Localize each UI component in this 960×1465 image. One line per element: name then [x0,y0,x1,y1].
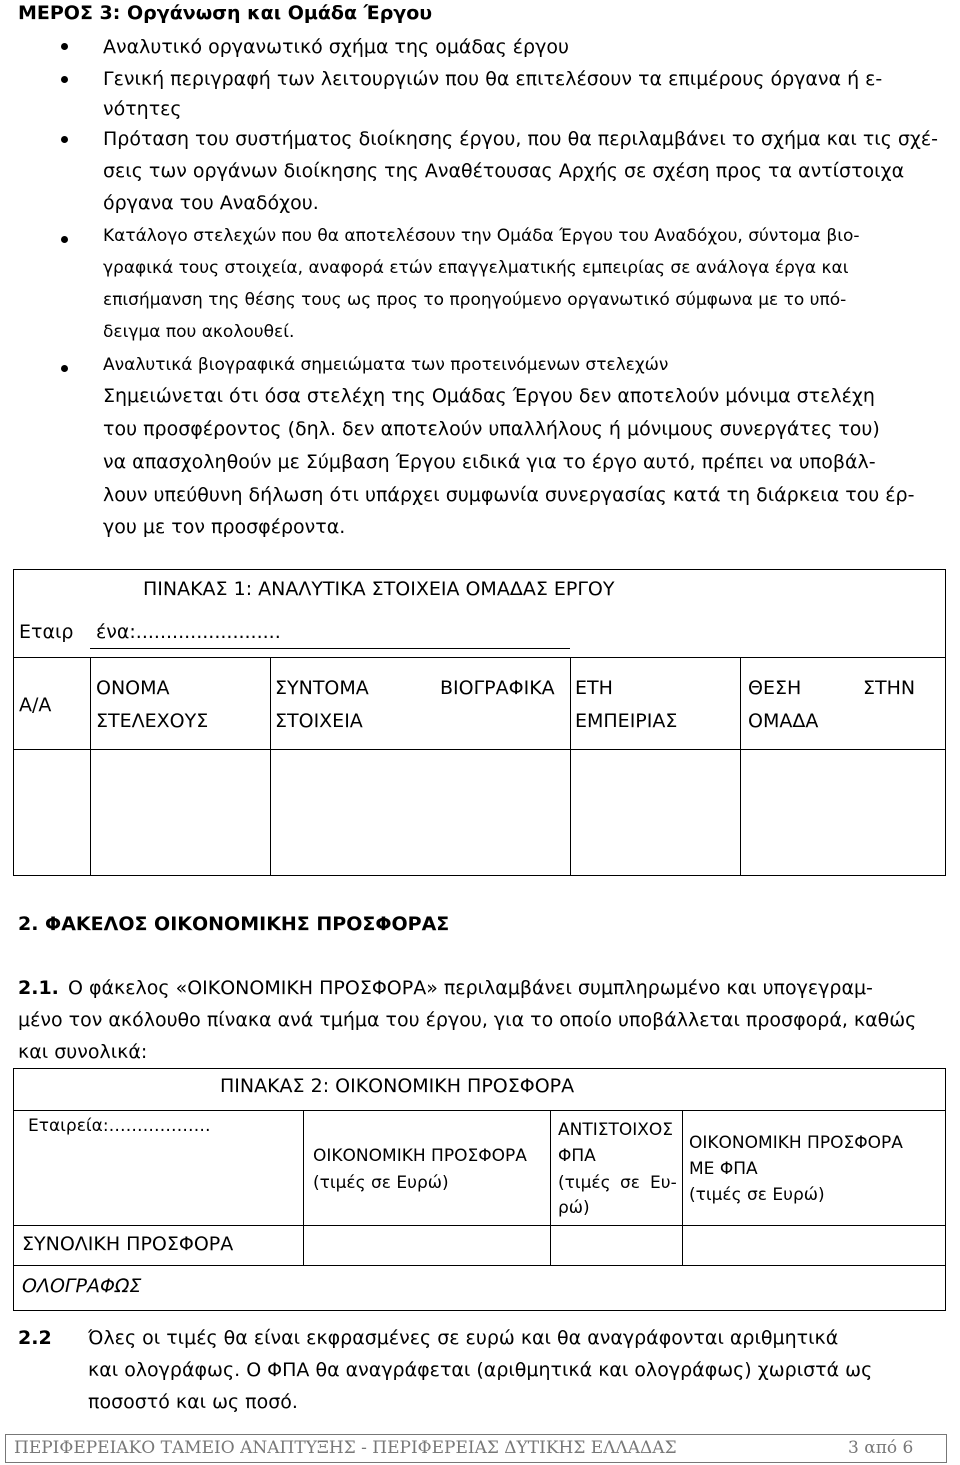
bullet-text: Αναλυτικά βιογραφικά σημειώματα των προτεινόμενων στελεχών [103,355,669,375]
col-vat: Ευ- [650,1173,677,1193]
col-total: ΟΙΚΟΝΟΜΙΚΗ ΠΡΟΣΦΟΡΑ [689,1133,903,1153]
col-total: (τιμές σε Ευρώ) [689,1185,825,1205]
col-offer: ΟΙΚΟΝΟΜΙΚΗ ΠΡΟΣΦΟΡΑ [313,1146,527,1166]
page-number: 3 από 6 [848,1438,914,1458]
paragraph-text: ποσοστό και ως ποσό. [88,1391,298,1413]
paragraph-text: μένο τον ακόλουθο πίνακα ανά τμήμα του έργου, για το οποίο υποβάλλεται προσφορά, καθώς [18,1009,917,1031]
col-position: ΣΤΗΝ [863,677,916,699]
col-years: ΕΜΠΕΙΡΙΑΣ [575,710,678,732]
paragraph-number: 2.2 [18,1327,52,1349]
in-words-label: ΟΛΟΓΡΑΦΩΣ [22,1275,142,1297]
col-years: ΕΤΗ [575,677,613,699]
paragraph-text: Όλες οι τιμές θα είναι εκφρασμένες σε ευρώ και θα αναγράφονται αριθμητικά [88,1327,839,1349]
col-name: ΟΝΟΜΑ [96,677,170,699]
col-name: ΣΤΕΛΕΧΟΥΣ [96,710,209,732]
note-text: του προσφέροντος (δηλ. δεν αποτελούν υπαλλήλους ή μόνιμους συνεργάτες του) [103,418,880,440]
paragraph-text: και ολογράφως. Ο ΦΠΑ θα αναγράφεται (αριθμητικά και ολογράφως) χωριστά ως [88,1359,873,1381]
table2-title: ΠΙΝΑΚΑΣ 2: ΟΙΚΟΝΟΜΙΚΗ ΠΡΟΣΦΟΡΑ [220,1075,575,1097]
col-vat: (τιμές [558,1173,611,1193]
col-vat: ρώ) [558,1198,590,1218]
col-bio: ΣΤΟΙΧΕΙΑ [275,710,363,732]
bullet-text: γραφικά τους στοιχεία, αναφορά ετών επαγγελματικής εμπειρίας σε ανάλογα έργα και [103,258,849,278]
company-value: ένα:........................ [96,621,281,643]
col-bio: ΒΙΟΓΡΑΦΙΚΑ [440,677,555,699]
bullet-icon [61,365,68,372]
paragraph-text: Ο φάκελος «ΟΙΚΟΝΟΜΙΚΗ ΠΡΟΣΦΟΡΑ» περιλαμβάνει συμπληρωμένο και υπογεγραμ- [68,977,873,999]
bullet-text: επισήμανση της θέσης τους ως προς το προηγούμενο οργανωτικό σύμφωνα με το υπό- [103,290,847,310]
col-vat: σε [620,1173,640,1193]
footer-org: ΠΕΡΙΦΕΡΕΙΑΚΟ ΤΑΜΕΙΟ ΑΝΑΠΤΥΞΗΣ - ΠΕΡΙΦΕΡΕΙΑΣ ΔΥΤΙΚΗΣ ΕΛΛΑΔΑΣ [14,1438,677,1458]
bullet-icon [61,43,68,50]
bullet-text: Πρόταση του συστήματος διοίκησης έργου, που θα περιλαμβάνει το σχήμα και τις σχέ- [103,128,939,150]
bullet-text: νότητες [103,98,182,120]
bullet-icon [61,76,68,83]
bullet-text: Κατάλογο στελεχών που θα αποτελέσουν την Ομάδα Έργου του Αναδόχου, σύντομα βιο- [103,226,860,246]
note-text: Σημειώνεται ότι όσα στελέχη της Ομάδας Έργου δεν αποτελούν μόνιμα στελέχη [103,385,875,407]
paragraph-number: 2.1. [18,977,59,999]
bullet-text: Αναλυτικό οργανωτικό σχήμα της ομάδας έργου [103,36,569,58]
section-heading: 2. ΦΑΚΕΛΟΣ ΟΙΚΟΝΟΜΙΚΗΣ ΠΡΟΣΦΟΡΑΣ [18,913,450,935]
bullet-text: όργανα του Αναδόχου. [103,192,319,214]
company-label: Εταιρεία:……………… [28,1116,211,1136]
note-text: να απασχοληθούν με Σύμβαση Έργου ειδικά για το έργο αυτό, πρέπει να υποβάλ- [103,451,876,473]
col-vat: ΦΠΑ [558,1146,596,1166]
note-text: λουν υπεύθυνη δήλωση ότι υπάρχει συμφωνία συνεργασίας κατά τη διάρκεια του έρ- [103,484,915,506]
bullet-icon [61,236,68,243]
table1-title: ΠΙΝΑΚΑΣ 1: ΑΝΑΛΥΤΙΚΑ ΣΤΟΙΧΕΙΑ ΟΜΑΔΑΣ ΕΡΓΟΥ [143,578,615,600]
col-total: ΜΕ ΦΠΑ [689,1159,758,1179]
company-label: Εταιρ [19,621,74,643]
section-heading: ΜΕΡΟΣ 3: Οργάνωση και Ομάδα Έργου [18,2,433,24]
col-position: ΘΕΣΗ [748,677,802,699]
col-position: ΟΜΑΔΑ [748,710,819,732]
bullet-icon [61,136,68,143]
col-offer: (τιμές σε Ευρώ) [313,1173,449,1193]
col-bio: ΣΥΝΤΟΜΑ [275,677,369,699]
col-vat: ΑΝΤΙΣΤΟΙΧΟΣ [558,1120,674,1140]
note-text: γου με τον προσφέροντα. [103,516,346,538]
bullet-text: σεις των οργάνων διοίκησης της Αναθέτουσας Αρχής σε σχέση προς τα αντίστοιχα [103,160,905,182]
bullet-text: Γενική περιγραφή των λειτουργιών που θα επιτελέσουν τα επιμέρους όργανα ή ε- [103,68,883,90]
col-aa: Α/Α [19,694,52,716]
bullet-text: δειγμα που ακολουθεί. [103,322,295,342]
paragraph-text: και συνολικά: [18,1041,148,1063]
total-offer-label: ΣΥΝΟΛΙΚΗ ΠΡΟΣΦΟΡΑ [22,1233,234,1255]
